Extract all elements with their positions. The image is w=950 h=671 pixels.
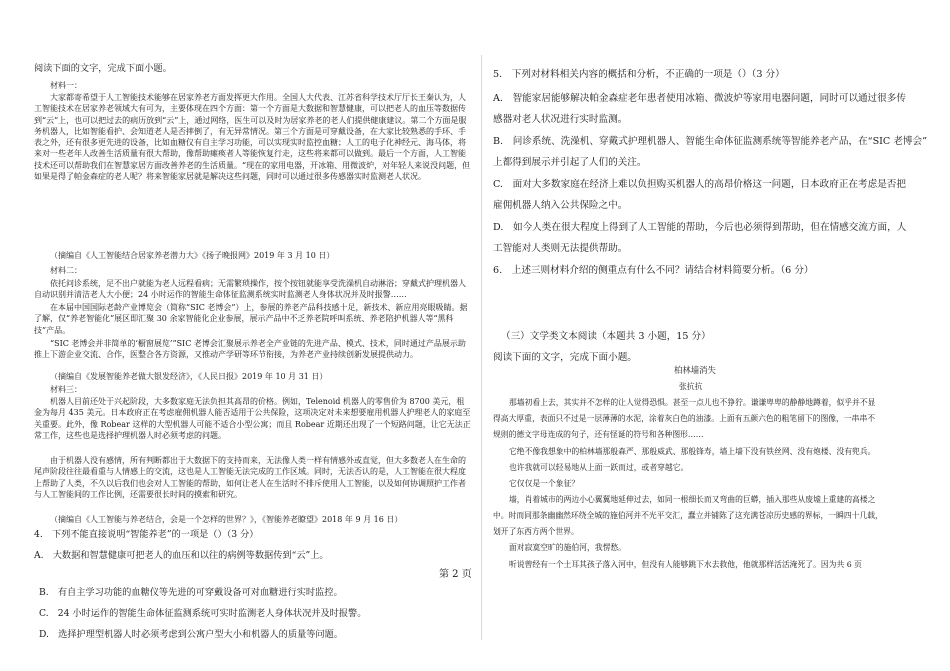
story-paragraph-6: 面对寂寞空旷的施伯河，我愣愁。: [509, 543, 626, 552]
story-paragraph-7: 听说曾经有一个土耳其孩子落入河中，但没有人能够跳下水去救他，他就那样活活淹死了。因为共 6 页: [509, 560, 862, 569]
reading-instruction: 阅读下面的文字，完成下面小题。: [34, 63, 172, 74]
material-1-label: 材料一：: [50, 81, 82, 90]
question-5-option-c-line-2: 雇佣机器人纳入公共保险之中。: [493, 200, 628, 211]
material-2-text-1: 依托问诊系统，足不出户就能为老人远程看病；无需繁琐操作，按个按钮就能享受洗澡机自动淋浴；穿戴式护理机器人自动识别并清洁老人大小便；24 小时运作的智能生命体征监测系统实时监测老人身体状况并及时报警……: [34, 279, 466, 300]
question-5-option-d-line-2: 工智能对人类则无法提供帮助。: [493, 243, 628, 254]
material-2-text-2: 在本届中国国际老龄产业博览会（简称“SIC 老博会”）上，参展的养老产品科技感十足，新技术、新应用亮眼吸睛。据了解，仅“养老智能化”展区即汇聚 30 余家智能化企业参展，展示产品中不乏养老院呼叫系统、养老陪护机器人等“黑科技”产品。: [34, 303, 468, 335]
material-3-text-2: 由于机器人没有感情，所有判断都出于大数据下的支持而来，无法像人类一样有情感外或直觉，但大多数老人在生命的尾声阶段往往最看重与人情感上的交流，这也是人工智能无法完成的工作区域。同时，无法否认的是，人工智能在很大程度上帮助了人类，不久以后我们也会对人工智能的帮助，如何让老人在生活时不排斥使用人工智能，以及如何协调照护工作者与人工智能间的工作比例，还需要很长时间的摸索和研究。: [34, 456, 466, 499]
question-6: 6. 上述三则材料介绍的侧重点有什么不同？请结合材料简要分析。（6 分）: [493, 265, 814, 276]
story-author: 张抗抗: [679, 382, 703, 391]
section-3-instruction: 阅读下面的文字，完成下面小题。: [493, 352, 637, 363]
story-title: 柏林墙消失: [674, 365, 716, 375]
story-paragraph-1-line-1: 那墙初看上去，其实并不怎样的让人觉得恐惧。甚至一点儿也不狰狞。谦谦卑卑的静静地蹲着，似乎并不显: [509, 398, 876, 407]
question-5-option-c-line-1: C. 面对大多数家庭在经济上难以负担购买机器人的高昂价格这一问题，日本政府正在考虑是否把: [493, 179, 906, 190]
question-4: 4. 下列不能直接说明“智能养老”的一项是（）（3 分）: [34, 529, 259, 540]
material-2-text-3: “SIC 老博会并非简单的‘橱窗展览’”SIC 老博会汇聚展示养老全产业链的先进产品、模式、技术，同时通过产品展示助推上下游企业交流、合作，医整合各方资源，又推动产学研等环节衔接，为养老产业持续创新发展提供动力。: [34, 339, 466, 360]
material-1-text: 大家都寄希望于人工智能技术能够在居家养老方面发挥更大作用。全国人大代表、江苏省科学技术厅厅长王秦认为，人工智能技术在居家养老领域大有可为，主要体现在四个方面：第一个方面是大数据和智慧健康，可以把老人的血压等数据传到“云”上，也可以把过去的病历放到“云”上，通过网络，医生可以及时为居家养老的老人们提供健康建议。第二个方面是服务机器人，比如智能看护、会知道老人是否摔倒了，有无异常情况。第三个方面是可穿戴设备，在大家比较熟悉的手环、手表之外，还有很多更先进的设备，比如血糖仪有自主学习功能，可以实现实时监控血糖；人工的电子化神经元、海马体，将来对一些老年人改善生活质量有很大帮助，像帮助瘫痪者人等能恢复行走，这些将来都可以做到。最后一个方面，人工智能技术还可以帮助我们在智慧家居方面改善养老的生活质量。“现在的家用电器，开冰箱、用微波炉，对年轻人来说没问题，但如果是得了帕金森症的老人呢？将来智能家居就是解决这些问题，同时可以通过很多传感器实时监测老人状况。: [34, 93, 471, 182]
question-5-option-a-line-2: 感器对老人状况进行实时监测。: [493, 114, 628, 125]
story-paragraph-5-line-3: 划开了东西方两个世界。: [493, 527, 579, 536]
material-2-source: （摘编自《发展智能养老做大银发经济》，《人民日报》2019 年 10 月 31 日）: [50, 372, 328, 381]
material-2-label: 材料二：: [50, 266, 82, 275]
story-paragraph-5-line-2: 中。时而同那条幽幽然环绕全城的施伯河并不光平交汇，蠢立并铺陈了这充满苍凉历史感的界标，一瞬四十几载，: [493, 511, 883, 520]
question-5-option-b-line-2: 上都得到展示并引起了人们的关注。: [493, 157, 647, 168]
question-4-option-d: D. 选择护理型机器人时必须考虑到公寓户型大小和机器人的质量等问题。: [39, 629, 343, 640]
column-divider: [481, 55, 482, 640]
story-paragraph-2: 它绝不像我想象中的柏林墙那般森严、那般威武、那般锋寿，墙上墙下没有铁丝网、没有炮楼、没有兜兵。: [509, 447, 876, 456]
story-paragraph-5-line-1: 墙，肖着城市的两边小心翼翼地延伸过去，如同一根细长而又弯曲的巨蟒，插入那些从废墟上重建的高楼之: [509, 495, 876, 504]
page-number: 第 2 页: [439, 569, 472, 580]
question-5-option-b-line-1: B. 问诊系统、洗澡机、穿戴式护理机器人、智能生命体征监测系统等智能养老产品，在“SIC 老博会”: [493, 136, 928, 147]
question-5: 5. 下列对材料相关内容的概括和分析，不正确的一项是（）（3 分）: [493, 69, 785, 80]
section-3-heading: （三）文学类文本阅读（本题共 3 小题，15 分）: [501, 331, 711, 342]
story-paragraph-1-line-2: 得高大厚重，表面只不过是一层薄薄的水泥，涂着灰白色的油漆。上面有五颜六色的粗笔留下的图像，一串串不: [493, 414, 876, 423]
material-3-label: 材料三：: [50, 385, 82, 394]
question-4-option-c: C. 24 小时运作的智能生命体征监测系统可实时监测老人身体状况并及时报警。: [39, 608, 367, 619]
material-3-source: （摘编自《人工智能与养老结合，会是一个怎样的世界？》，《智能养老瞭望》2018 年 9 月 16 日）: [50, 515, 403, 524]
question-4-option-a: A. 大数据和智慧健康可把老人的血压和以往的病例等数据传到“云”上。: [34, 550, 329, 561]
material-3-text-1: 机器人目前还处于兴起阶段，大多数家庭无法负担其高昂的价格。例如，Telenoid 机器人的零售价为 8700 美元，租金为每月 435 美元。日本政府正在考虑雇佣机器人能否适用于公共保险，这项决定对未来想要雇用机器人护理老人的家庭至关重要。此外，像 Robear 这样的大型机器人可能不适合小型公寓；而且 Robear 近期还出现了一个短路问题，让它无法正常工作，这些也是选择护理机器人时必须考虑的问题。: [34, 397, 471, 440]
material-1-source: （摘编自《人工智能结合居家养老潜力大》《扬子晚报网》2019 年 3 月 10 日）: [50, 251, 335, 260]
story-paragraph-4: 它仅仅是一个象征？: [509, 479, 580, 488]
story-paragraph-3: 也许我就可以轻易地从上面一跃而过，或者穿越它。: [509, 463, 689, 472]
question-4-option-b: B. 有自主学习功能的血糖仪等先进的可穿戴设备可对血糖进行实时监控。: [39, 587, 343, 598]
question-5-option-a-line-1: A. 智能家居能够解决帕金森症老年患者使用冰箱、微波炉等家用电器问题，同时可以通过很多传: [493, 93, 906, 104]
question-5-option-d-line-1: D. 如今人类在很大程度上得到了人工智能的帮助，今后也必须得到帮助，但在情感交流方面，人: [493, 222, 907, 233]
story-paragraph-1-line-3: 规则的德文字母连成的句子，还有怪诞的符号和各种图形……: [493, 430, 704, 439]
